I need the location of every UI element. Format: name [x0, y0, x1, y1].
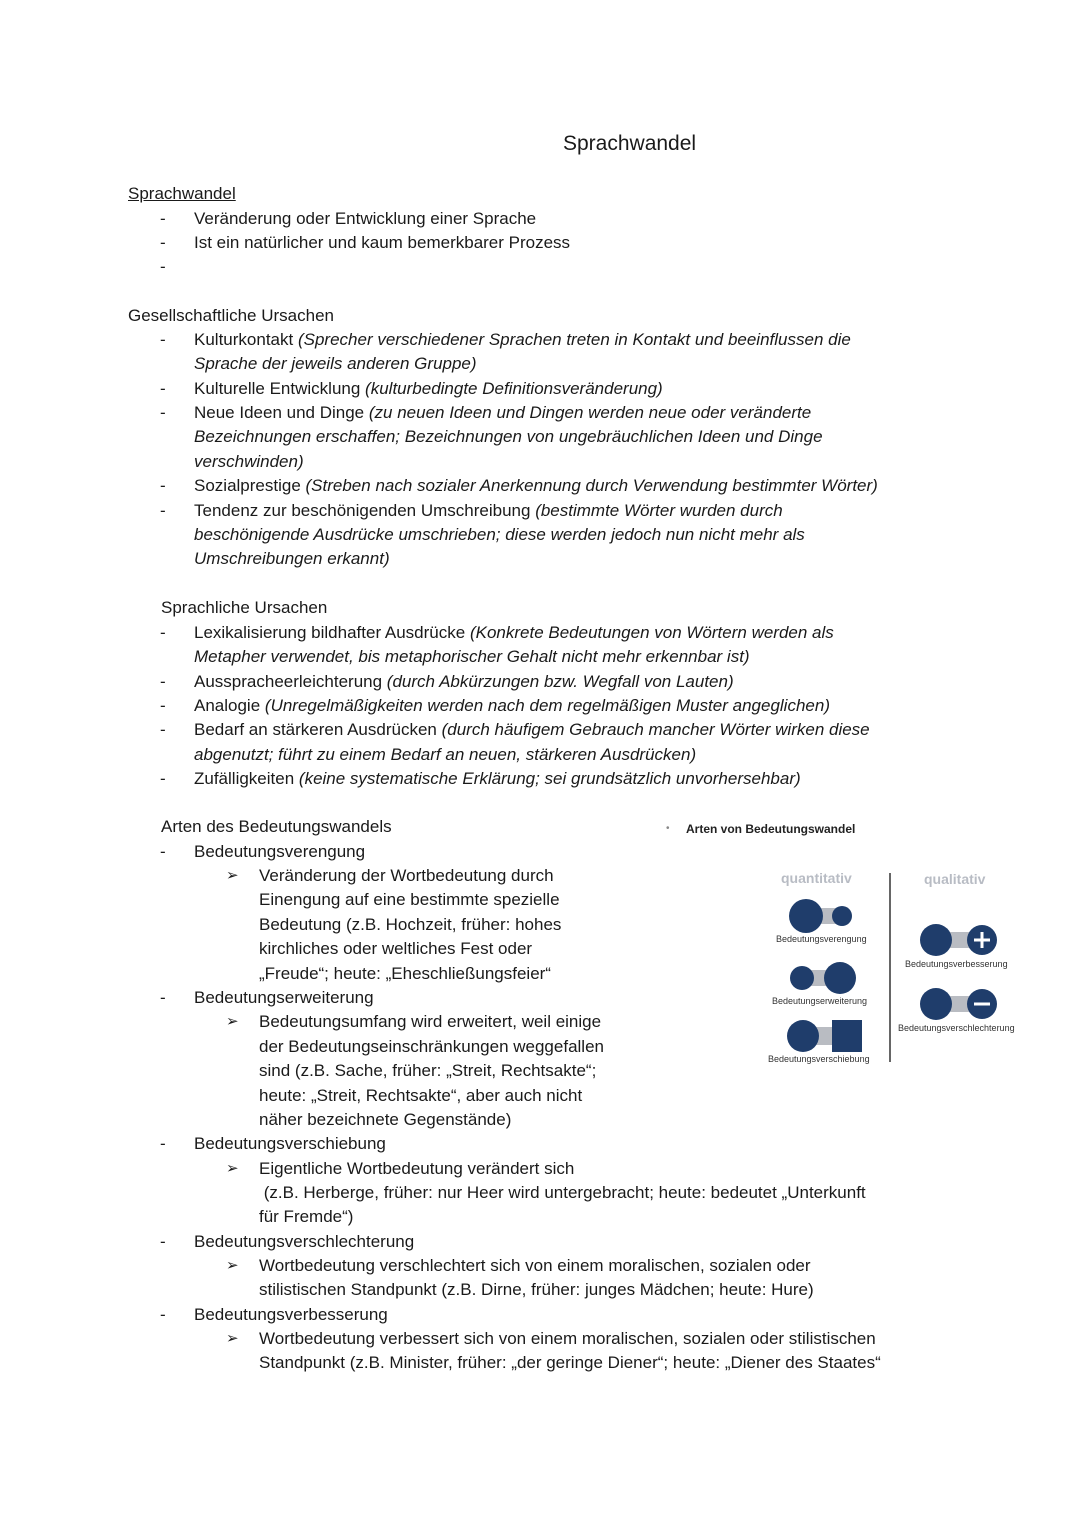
- term: Bedarf an stärkeren Ausdrücken: [194, 720, 437, 739]
- sub-item-cont: „Freude“; heute: „Eheschließungsfeier“: [259, 964, 551, 983]
- label-verbesserung: Bedeutungsverbesserung: [905, 959, 1008, 969]
- arrow-bullet-icon: ➢: [226, 867, 239, 884]
- list-dash: -: [160, 257, 166, 276]
- section-heading-sprachwandel: Sprachwandel: [128, 184, 236, 203]
- arrow-bullet-icon: ➢: [226, 1257, 239, 1274]
- verengung-circle-small: [832, 906, 852, 926]
- diagram-bullet: •: [666, 823, 670, 834]
- list-item: [194, 474, 878, 498]
- description: (kulturbedingte Definitionsveränderung): [365, 379, 663, 398]
- sub-item-cont: sind (z.B. Sache, früher: „Streit, Rechtsakte“;: [259, 1061, 597, 1080]
- section-heading-sprachlich: Sprachliche Ursachen: [161, 598, 328, 617]
- erweiterung-circle-large: [824, 962, 856, 994]
- diagram-col-qualitativ: qualitativ: [924, 871, 986, 887]
- sub-item-cont: heute: „Streit, Rechtsakte“, aber auch nicht: [259, 1086, 583, 1105]
- list-item-term: Bedeutungsverschiebung: [194, 1134, 386, 1153]
- list-item: [194, 694, 830, 718]
- label-verschlechterung: Bedeutungsverschlechterung: [898, 1023, 1015, 1033]
- list-item: [194, 499, 783, 523]
- verengung-circle-large: [789, 899, 823, 933]
- list-item: Ist ein natürlicher und kaum bemerkbarer Prozess: [194, 233, 571, 252]
- description: (Sprecher verschiedener Sprachen treten in Kontakt und beeinflussen die: [297, 330, 851, 349]
- description: (durch häufigem Gebrauch mancher Wörter wirken diese: [441, 720, 870, 739]
- verbesserung-circle: [920, 924, 952, 956]
- list-dash: -: [160, 1134, 166, 1153]
- list-item: [194, 621, 834, 645]
- arrow-bullet-icon: ➢: [226, 1013, 239, 1030]
- label-erweiterung: Bedeutungserweiterung: [772, 996, 868, 1006]
- sub-item-cont: Bedeutung (z.B. Hochzeit, früher: hohes: [259, 915, 562, 934]
- description: (bestimmte Wörter wurden durch: [535, 501, 783, 520]
- sub-item-cont: näher bezeichnete Gegenstände): [259, 1110, 512, 1129]
- sub-item: Veränderung der Wortbedeutung durch: [259, 866, 554, 885]
- list-item: [194, 401, 811, 425]
- sub-item-cont: Einengung auf eine bestimmte spezielle: [259, 890, 560, 909]
- list-dash: -: [160, 769, 166, 788]
- term: Lexikalisierung bildhafter Ausdrücke: [194, 623, 466, 642]
- sub-item-cont: (z.B. Herberge, früher: nur Heer wird untergebracht; heute: bedeutet „Unterkunft: [259, 1183, 866, 1202]
- list-item: [194, 767, 801, 791]
- list-dash: -: [160, 623, 166, 642]
- list-item: Veränderung oder Entwicklung einer Sprache: [194, 209, 537, 228]
- description-cont: Metapher verwendet, bis metaphorischer Gehalt nicht mehr erkennbar ist): [194, 647, 750, 666]
- sub-item-cont: Standpunkt (z.B. Minister, früher: „der geringe Diener“; heute: „Diener des Staates“: [259, 1353, 881, 1372]
- list-dash: -: [160, 501, 166, 520]
- page-title: Sprachwandel: [563, 132, 697, 155]
- term: Kulturelle Entwicklung: [194, 379, 361, 398]
- list-dash: -: [160, 330, 166, 349]
- list-dash: -: [160, 672, 166, 691]
- term: Analogie: [194, 696, 261, 715]
- description: (keine systematische Erklärung; sei grundsätzlich unvorhersehbar): [298, 769, 801, 788]
- description-cont: abgenutzt; führt zu einem Bedarf an neuen, stärkeren Ausdrücken): [194, 745, 697, 764]
- erweiterung-circle-small: [790, 966, 814, 990]
- description-cont: beschönigende Ausdrücke umschrieben; diese werden jedoch nun nicht mehr als: [194, 525, 805, 544]
- term: Tendenz zur beschönigenden Umschreibung: [194, 501, 531, 520]
- list-dash: -: [160, 379, 166, 398]
- list-dash: -: [160, 988, 166, 1007]
- sub-item: Bedeutungsumfang wird erweitert, weil einige: [259, 1012, 602, 1031]
- label-verschiebung: Bedeutungsverschiebung: [768, 1054, 870, 1064]
- term: Sozialprestige: [194, 476, 301, 495]
- list-item: [194, 377, 663, 401]
- sub-item: Wortbedeutung verbessert sich von einem moralischen, sozialen oder stilistischen: [259, 1329, 876, 1348]
- verschiebung-square: [832, 1020, 862, 1052]
- description: (Unregelmäßigkeiten werden nach dem regelmäßigen Muster angeglichen): [264, 696, 830, 715]
- term: Ausspracheerleichterung: [194, 672, 383, 691]
- sub-item-cont: stilistischen Standpunkt (z.B. Dirne, früher: junges Mädchen; heute: Hure): [259, 1280, 814, 1299]
- list-dash: -: [160, 1232, 166, 1251]
- term: Kulturkontakt: [194, 330, 294, 349]
- arrow-bullet-icon: ➢: [226, 1330, 239, 1347]
- description-cont: Bezeichnungen erschaffen; Bezeichnungen von ungebräuchlichen Ideen und Dinge: [194, 427, 823, 446]
- term: Neue Ideen und Dinge: [194, 403, 365, 422]
- section-heading-gesellschaftlich: Gesellschaftliche Ursachen: [128, 306, 334, 325]
- term: Zufälligkeiten: [194, 769, 295, 788]
- description-cont: Umschreibungen erkannt): [194, 549, 390, 568]
- sub-item-cont: für Fremde“): [259, 1207, 354, 1226]
- list-item-term: Bedeutungserweiterung: [194, 988, 374, 1007]
- bedeutungswandel-diagram: [660, 815, 1040, 1075]
- section-heading-arten: Arten des Bedeutungswandels: [161, 817, 392, 836]
- verschiebung-circle: [787, 1020, 819, 1052]
- arrow-bullet-icon: ➢: [226, 1160, 239, 1177]
- description: (zu neuen Ideen und Dingen werden neue oder veränderte: [368, 403, 812, 422]
- sub-item-cont: kirchliches oder weltliches Fest oder: [259, 939, 533, 958]
- list-item: [194, 328, 851, 352]
- list-item-term: Bedeutungsverschlechterung: [194, 1232, 415, 1251]
- list-dash: -: [160, 842, 166, 861]
- diagram-col-quantitativ: quantitativ: [781, 870, 852, 886]
- description: (durch Abkürzungen bzw. Wegfall von Lauten): [386, 672, 734, 691]
- list-dash: -: [160, 403, 166, 422]
- list-dash: -: [160, 233, 166, 252]
- diagram-shapes: [660, 815, 1040, 1075]
- list-item-term: Bedeutungsverbesserung: [194, 1305, 388, 1324]
- list-item-term: Bedeutungsverengung: [194, 842, 366, 861]
- diagram-title: Arten von Bedeutungswandel: [686, 822, 856, 836]
- sub-item-cont: der Bedeutungseinschränkungen weggefallen: [259, 1037, 604, 1056]
- list-item: [194, 718, 870, 742]
- label-verengung: Bedeutungsverengung: [776, 934, 867, 944]
- sub-item: Eigentliche Wortbedeutung verändert sich: [259, 1159, 575, 1178]
- description: (Streben nach sozialer Anerkennung durch Verwendung bestimmter Wörter): [305, 476, 878, 495]
- description-cont: verschwinden): [194, 452, 304, 471]
- verschlechterung-circle: [920, 988, 952, 1020]
- list-dash: -: [160, 720, 166, 739]
- list-dash: -: [160, 209, 166, 228]
- description: (Konkrete Bedeutungen von Wörtern werden als: [469, 623, 834, 642]
- sub-item: Wortbedeutung verschlechtert sich von einem moralischen, sozialen oder: [259, 1256, 811, 1275]
- list-dash: -: [160, 476, 166, 495]
- list-item: [194, 670, 734, 694]
- description-cont: Sprache der jeweils anderen Gruppe): [194, 354, 477, 373]
- list-dash: -: [160, 1305, 166, 1324]
- list-dash: -: [160, 696, 166, 715]
